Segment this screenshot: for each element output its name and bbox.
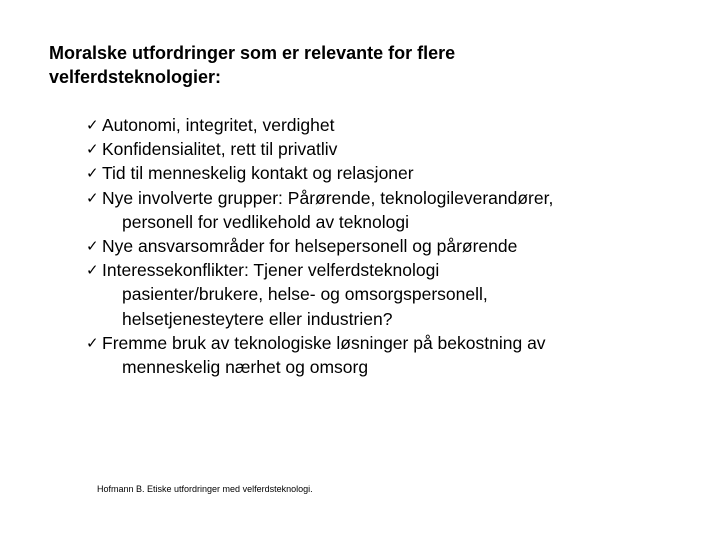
slide-title-line-2: velferdsteknologier: bbox=[49, 67, 222, 87]
bullet-text bbox=[102, 331, 546, 379]
bullet-text bbox=[102, 113, 335, 137]
bullet-text bbox=[102, 137, 337, 161]
bullet-line: personell for vedlikehold av teknologi bbox=[122, 211, 409, 232]
bullet-line: Fremme bruk av teknologiske løsninger på bekostning av bbox=[102, 332, 546, 353]
slide-title bbox=[49, 41, 649, 89]
bullet-text bbox=[102, 186, 553, 234]
slide-title-line-1: Moralske utfordringer som er relevante for flere bbox=[49, 43, 456, 63]
checkmark-icon: ✓ bbox=[86, 116, 99, 134]
bullet-item bbox=[86, 331, 686, 379]
checkmark-icon: ✓ bbox=[86, 333, 99, 352]
checkmark-icon: ✓ bbox=[86, 164, 99, 183]
bullet-text bbox=[102, 234, 517, 258]
checkmark-icon: ✓ bbox=[86, 140, 99, 159]
checkmark-icon: ✓ bbox=[86, 188, 99, 207]
checkmark-icon: ✓ bbox=[86, 261, 99, 280]
bullet-line: Autonomi, integritet, verdighet bbox=[102, 115, 335, 135]
bullet-item bbox=[86, 137, 686, 161]
bullet-line: pasienter/brukere, helse- og omsorgspersonell, bbox=[122, 284, 488, 305]
bullet-line: Nye involverte grupper: Pårørende, teknologileverandører, bbox=[102, 187, 554, 208]
bullet-line: helsetjenesteytere eller industrien? bbox=[122, 308, 393, 329]
bullet-line: Interessekonflikter: Tjener velferdsteknologi bbox=[102, 260, 440, 281]
checkmark-icon: ✓ bbox=[86, 237, 99, 256]
bullet-list bbox=[86, 113, 686, 379]
bullet-line: Nye ansvarsområder for helsepersonell og pårørende bbox=[102, 236, 518, 257]
bullet-item bbox=[86, 234, 686, 258]
bullet-item bbox=[86, 258, 686, 331]
bullet-line: Tid til menneskelig kontakt og relasjoner bbox=[102, 163, 414, 184]
bullet-item bbox=[86, 161, 686, 185]
bullet-text bbox=[102, 161, 414, 185]
bullet-item bbox=[86, 113, 686, 137]
bullet-text bbox=[102, 258, 488, 331]
bullet-item bbox=[86, 186, 686, 234]
bullet-line: menneskelig nærhet og omsorg bbox=[122, 357, 369, 378]
citation: Hofmann B. Etiske utfordringer med velferdsteknologi. bbox=[97, 484, 313, 494]
bullet-line: Konfidensialitet, rett til privatliv bbox=[102, 139, 338, 160]
